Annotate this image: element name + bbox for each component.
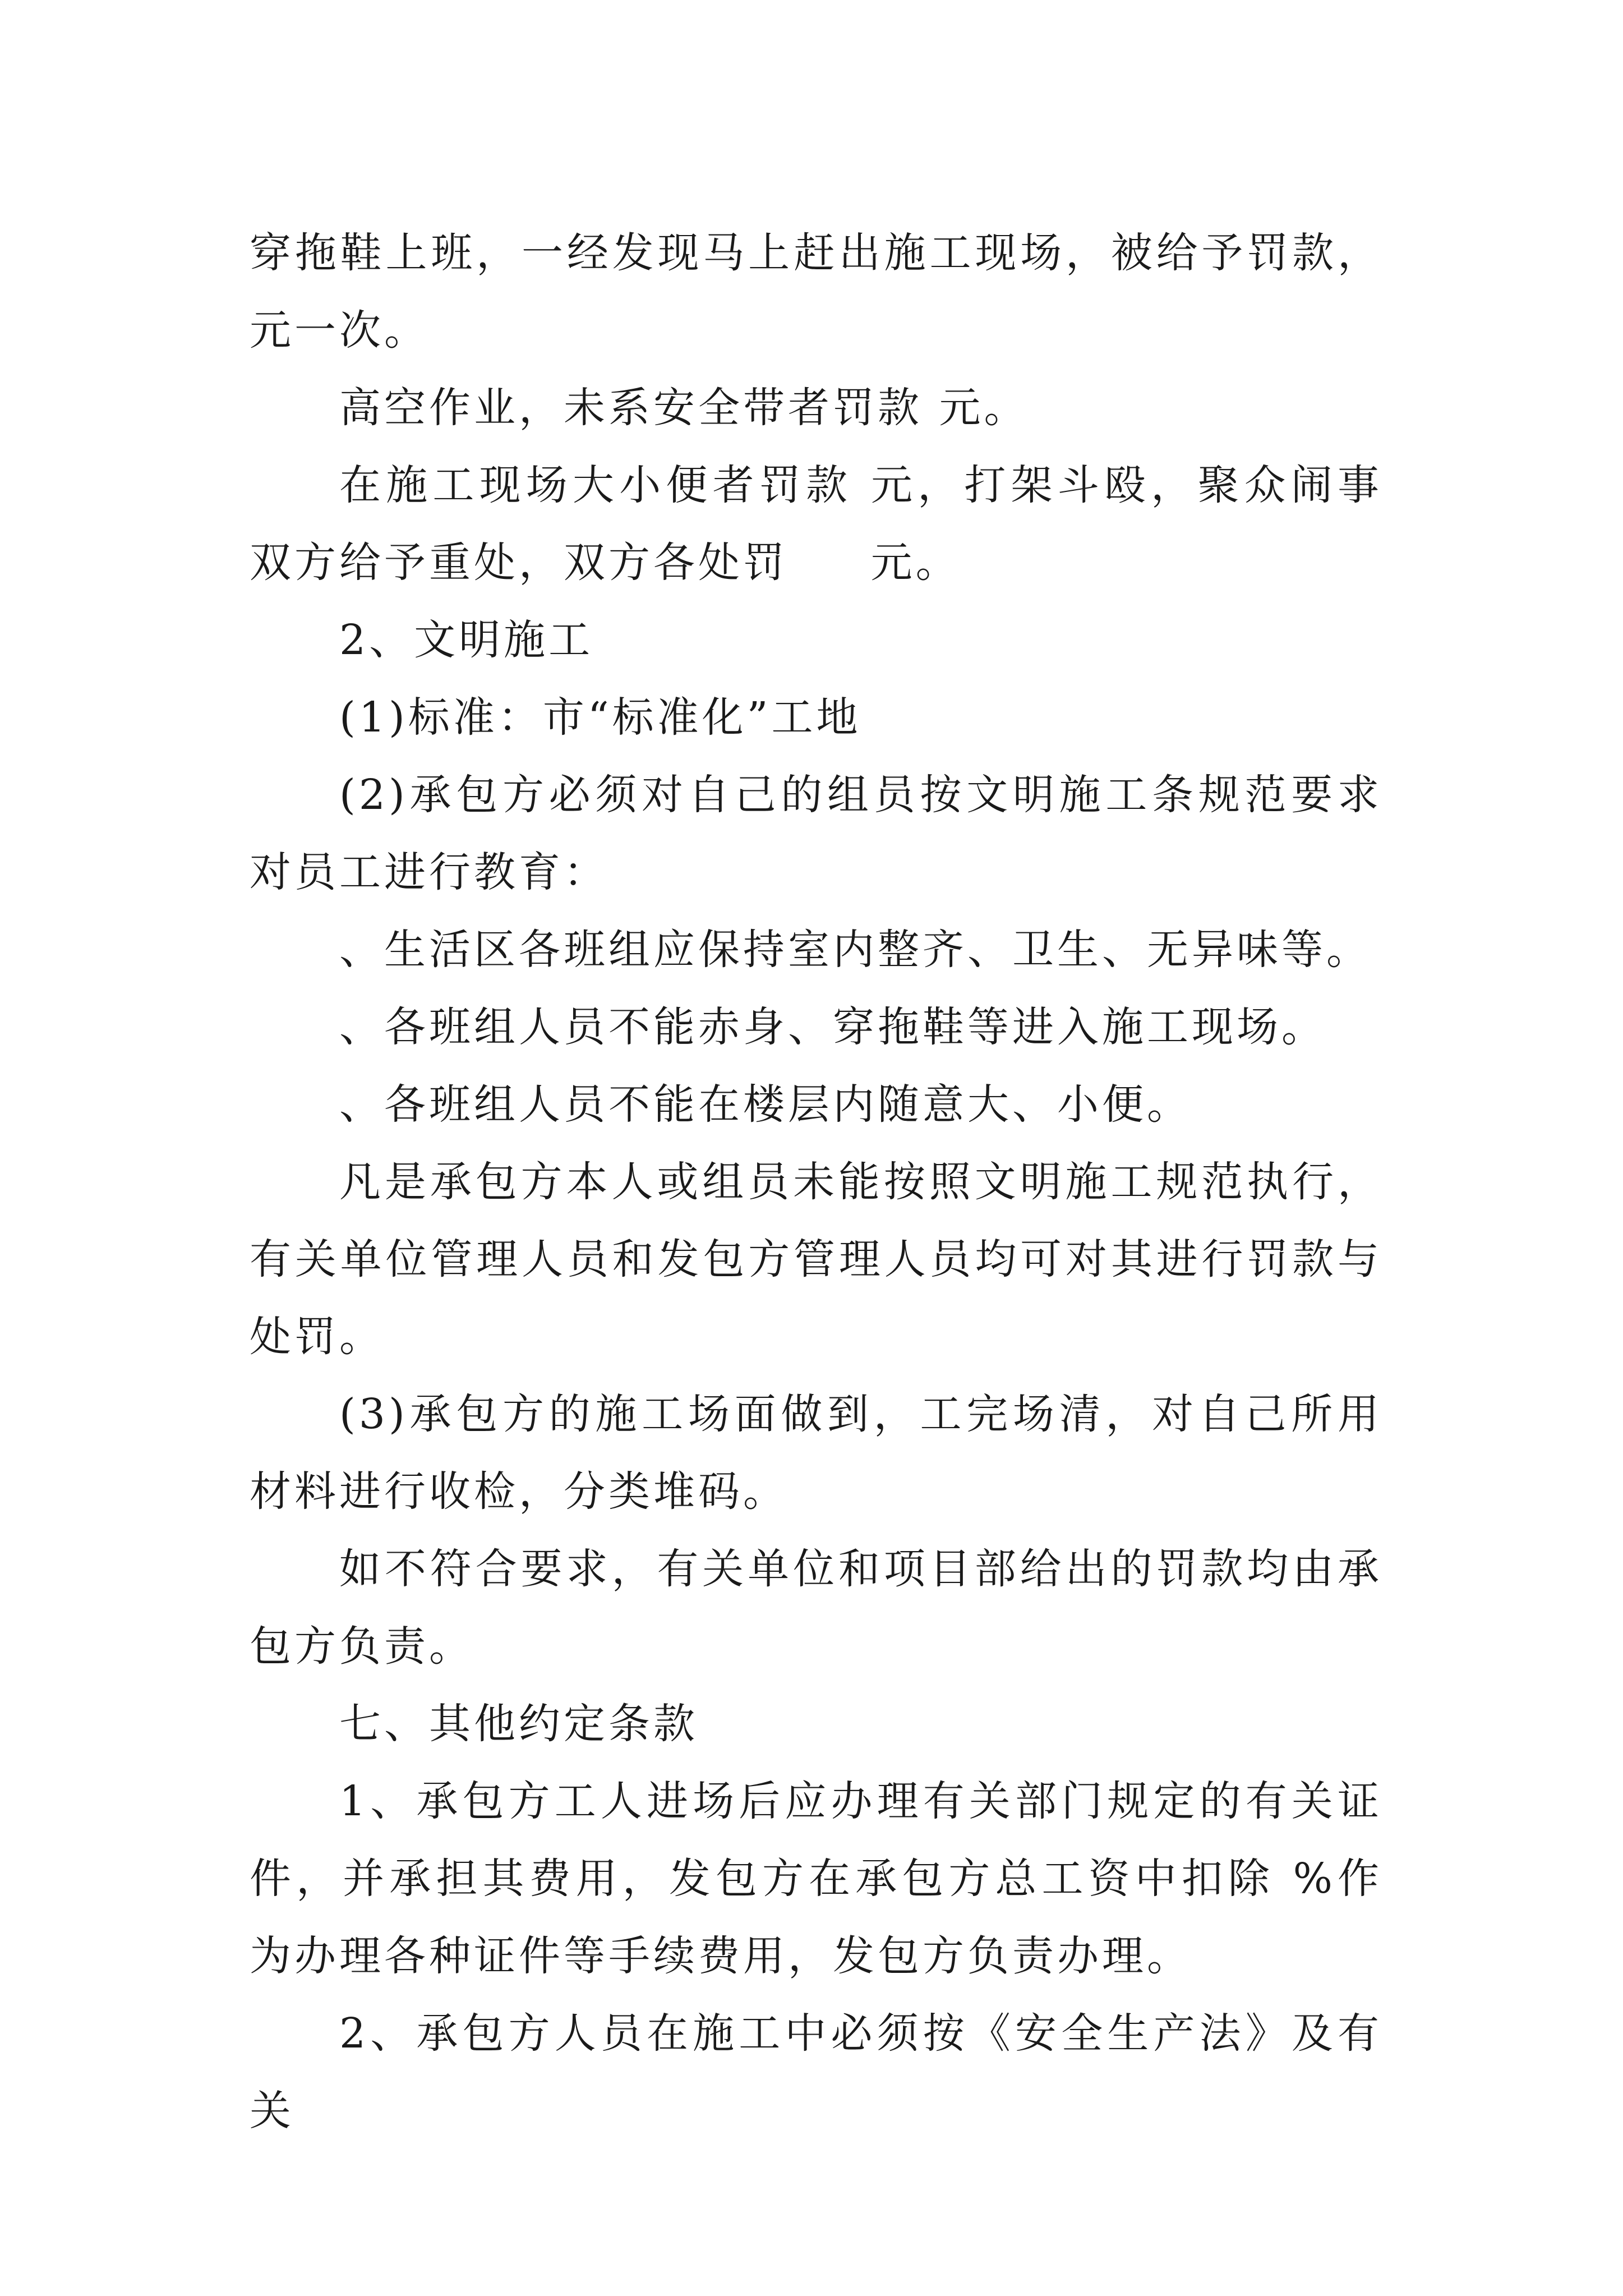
paragraph-noncompliance: 如不符合要求，有关单位和项目部给出的罚款均由承包方负责。 bbox=[250, 1545, 1382, 1671]
clause-worker-certificates: 1、承包方工人进场后应办理有关部门规定的有关证件，并承担其费用，发包方在承包方总工资中扣除 %作为办理各种证件等手续费用，发包方负责办理。 bbox=[250, 1777, 1382, 1980]
paragraph-slipper-penalty: 穿拖鞋上班，一经发现马上赶出施工现场，被给予罚款，元一次。 bbox=[250, 229, 1382, 355]
clause-safety-law: 2、承包方人员在施工中必须按《安全生产法》及有关 bbox=[250, 2009, 1382, 2135]
clause-standard: (1)标准：市“标准化”工地 bbox=[339, 693, 861, 742]
document-body bbox=[250, 214, 1382, 2150]
section-heading-civilized-construction: 2、文明施工 bbox=[339, 616, 594, 664]
paragraph-penalty-authority: 凡是承包方本人或组员未能按照文明施工规范执行，有关单位管理人员和发包方管理人员均可对其进行罚款与处罚。 bbox=[250, 1158, 1382, 1361]
paragraph-site-misconduct-penalty: 在施工现场大小便者罚款 元，打架斗殴，聚众闹事双方给予重处，双方各处罚 元。 bbox=[250, 461, 1382, 587]
list-item-floor-hygiene: 、各班组人员不能在楼层内随意大、小便。 bbox=[339, 1080, 1192, 1129]
list-item-site-entry: 、各班组人员不能赤身、穿拖鞋等进入施工现场。 bbox=[339, 1003, 1326, 1051]
clause-education: (2)承包方必须对自己的组员按文明施工条规范要求对员工进行教育： bbox=[250, 771, 1382, 896]
section-heading-other-terms: 七、其他约定条款 bbox=[339, 1700, 698, 1748]
clause-site-cleanup: (3)承包方的施工场面做到，工完场清，对自己所用材料进行收检，分类堆码。 bbox=[250, 1390, 1382, 1516]
list-item-living-area: 、生活区各班组应保持室内整齐、卫生、无异味等。 bbox=[339, 926, 1371, 974]
paragraph-safety-belt-penalty: 高空作业，未系安全带者罚款 元。 bbox=[339, 384, 1029, 432]
